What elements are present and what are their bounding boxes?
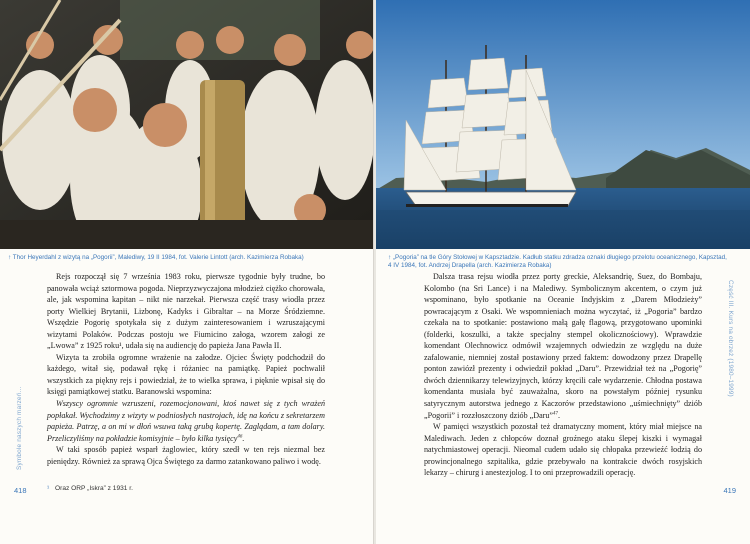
quote-block: Wszyscy ogromnie wzruszeni, rozemocjonowani, ktoś nawet się z tych wrażeń popłakał. Wychodzimy z wizyty w podniosłych nastrojach, idę na końcu z sekretarzem papieża. Patrzę, a on mi w dłoń wsuwa taką grubą kopertę. Zaglądam, a tam dolary. Przeliczyliśmy na pokładzie komisyjnie – było kilka tysięcy$^{46}$.: [47, 399, 325, 443]
footnote-text: Oraz ORP „Iskra” z 1931 r.: [55, 485, 133, 492]
caption-arrow-icon: ↑: [8, 254, 12, 261]
body-text-right: [424, 271, 702, 479]
photo-heyerdahl-crew: [0, 0, 374, 249]
caption-arrow-icon: ↑: [388, 254, 392, 261]
running-head: Symbole naszych marzeń...: [16, 386, 23, 470]
page-number: 418: [14, 486, 27, 495]
photo-pogoria-cape-town: [376, 0, 750, 249]
crew-photo-illustration: [0, 0, 374, 249]
footnote-ref: 47: [553, 410, 558, 416]
paragraph: W pamięci wszystkich pozostał też dramatyczny moment, który miał miejsce na Malediwach. Jeden z chłopców doznał groźnego ataku ślepej kiszki i wymagał natychmiastowej operacji. Nieomal cudem udało się chłopaka przewieźć łodzią do prowincjonalnego szpitalika, gdzie przebywało na kontrakcie dwóch rosyjskich lekarzy – chirurg i anestezjolog. I to oni przeprowadzili operację.: [424, 422, 702, 478]
footnote: [47, 485, 327, 492]
paragraph: W taki sposób papież wsparł żaglowiec, który szedł w ten rejs niezmal bez pieniędzy. Również za sprawą Ojca Świętego za darmo zatankowano paliwo i wodę.: [47, 445, 325, 466]
running-head: Część III. Kurs na obrzeż (1980–1999): [727, 280, 734, 397]
paragraph: Wizyta ta zrobiła ogromne wrażenie na załodze. Ojciec Święty podchodził do każdego, witał się, podawał rękę i różaniec na pamiątkę. Papież pochwalił wszystkich za piękny rejs i powiedział, że to wielka sprawa, i pięknie wpisał się do księgi pamiątkowej statku. Baranowski wspomina:: [47, 352, 325, 397]
footnote-ref: 46: [237, 433, 243, 439]
caption-text: „Pogoria” na tle Góry Stołowej w Kapsztadzie. Kadłub statku zdradza oznaki długiego przelotu oceanicznego, Kapsztad, 4 IV 1984, fot. Andrzej Drapella (arch. Kazimierza Robaka): [388, 254, 727, 269]
ship-photo-illustration: [376, 0, 750, 249]
paragraph: Rejs rozpoczął się 7 września 1983 roku, pierwsze tygodnie były trudne, bo panowała wciąż sztormowa pogoda. Nieprzyzwyczajona młodzież ciężko chorowała, ale, jak wspomina kapitan – nikt nie narzekał. Pierwsza część trasy wiodła przez porty Wielkiej Brytanii, Lizbonę, Kadyks i Gibraltar – na Morze Śródziemne. Wszędzie Pogorię spotykała się z dużym zainteresowaniem i wzruszającymi wizytami Polaków. Podczas postoju we Fiumicino załoga, wzorem załogi ze „Lwowa” z 1925 roku¹, udała się na audiencję do papieża Jana Pawła II.: [47, 272, 325, 351]
body-text-left: [47, 271, 325, 467]
left-page: [0, 0, 374, 544]
paragraph: Dalsza trasa rejsu wiodła przez porty greckie, Aleksandrię, Suez, do Bombaju, Kolombo (na Sri Lance) i na Malediwy. Symbolicznym akcentem, o czym już wspominano, było spotkanie na Oceanie Indyjskim z „Darem Młodzieży” powracającym z Osaki. We wspomnieniach można wyczytać, iż „Pogoria” bardzo czekała na to spotkanie: postawiono małą gałę flagową, przygotowano upominki (folderki, koszulki, a także specjalny stempel okolicznościowy). Wprawdzie komendant Olechnowicz odmówił wzajemnych odwiedzin ze względu na duże zafalowanie, niemniej został postawiony przed faktem: dowodzony przez Drapellę ponton zawiózł prezenty i odwiedził pokład „Daru”. Przewidział też na „Pogorię” dwóch dziennikarzy telewizyjnych, którzy kręcili całe wydarzenie. Chłodna postawa komendanta musiała być zauważalna, skoro na powstałym później rysunku satyrycznym autorstwa jednego z Kaczorów przedstawiono „uśmiechnięty” dziób „Pogorii” i rozzłoszczony dziób „Daru”$^{47}$.: [424, 272, 702, 420]
page-number: 419: [723, 486, 736, 495]
photo-caption: [8, 254, 368, 262]
footnote-mark: ¹: [47, 485, 50, 492]
caption-text: Thor Heyerdahl z wizytą na „Pogorii”, Malediwy, 19 II 1984, fot. Valerie Lintott (arch. Kazimierza Robaka): [12, 254, 304, 261]
right-page: [376, 0, 750, 544]
photo-caption: [388, 254, 728, 270]
